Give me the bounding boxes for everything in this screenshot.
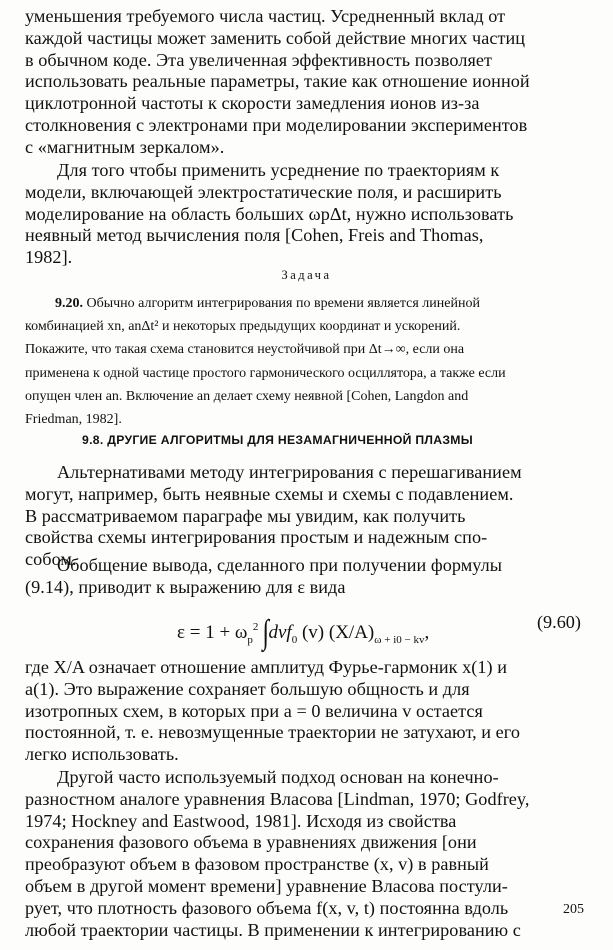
text-line: могут, например, быть неявные схемы и схемы с подавлением. xyxy=(25,483,514,504)
problem-number: 9.20. xyxy=(55,296,83,311)
text-line: каждой частицы может заменить собой действие многих частиц xyxy=(25,27,526,48)
eq-arg: (v) (X/A) xyxy=(301,622,375,643)
eq-sub-p: p xyxy=(247,634,253,646)
text-line: Другой часто используемый подход основан на конечно- xyxy=(57,767,499,787)
text-line: комбинацией xn, anΔt² и некоторых предыдущих координат и ускорений. xyxy=(25,319,461,335)
text-line: неявный метод вычисления поля [Cohen, Freis and Thomas, xyxy=(25,225,484,246)
text-line: собом. xyxy=(25,549,77,570)
text-line: модели, включающей электростатические поля, и расширить xyxy=(25,181,502,202)
section-title: 9.8. ДРУГИЕ АЛГОРИТМЫ ДЛЯ НЕЗАМАГНИЧЕННОЙ ПЛАЗМЫ xyxy=(82,433,473,447)
equation-expression xyxy=(177,609,430,651)
text-line: Обобщение вывода, сделанного при получении формулы xyxy=(57,555,503,575)
text-line: разностном аналоге уравнения Власова [Lindman, 1970; Godfrey, xyxy=(25,788,530,809)
text-line: a(1). Это выражение сохраняет большую общность и для xyxy=(25,678,470,699)
text-line: с «магнитным зеркалом». xyxy=(25,136,225,157)
text-line: в обычном коде. Эта увеличенная эффективность позволяет xyxy=(25,49,492,70)
text-line: 1982]. xyxy=(25,247,73,268)
paragraph-1 xyxy=(25,6,585,159)
text-line: Для того чтобы применить усреднение по траекториям к xyxy=(57,160,500,180)
text-line: столкновения с электронами при моделировании экспериментов xyxy=(25,114,528,135)
text-line: (9.14), приводит к выражению для ε вида xyxy=(25,576,346,597)
text-line: В рассматриваемом параграфе мы увидим, как получить xyxy=(25,505,466,526)
text-line: Friedman, 1982]. xyxy=(25,412,122,428)
text-line: Альтернативами методу интегрирования с перешагиванием xyxy=(57,462,522,482)
eq-sub-tail: ω + i0 − kv xyxy=(374,634,425,646)
page-number: 205 xyxy=(563,902,584,917)
problem-heading: Задача xyxy=(281,268,332,282)
text-line: свойства схемы интегрирования простым и надежным спо- xyxy=(25,527,488,548)
text-line: Обычно алгоритм интегрирования по времени является линейной xyxy=(86,296,480,311)
text-line: изотропных схем, в которых при a = 0 величина v остается xyxy=(25,700,483,721)
text-line: постоянной, т. е. невозмущенные траектории не затухают, и его xyxy=(25,722,520,743)
text-line: уменьшения требуемого числа частиц. Усредненный вклад от xyxy=(25,6,506,26)
text-line: 1974; Hockney and Eastwood, 1981]. Исходя из свойства xyxy=(25,810,457,831)
equation-9-60 xyxy=(0,605,613,651)
eq-sub-0: 0 xyxy=(291,634,298,646)
paragraph-4 xyxy=(25,555,585,599)
text-line: опущен член an. Включение an делает схему неявной [Cohen, Langdon and xyxy=(25,388,469,404)
problem-block xyxy=(25,292,585,431)
text-line: объем в другой момент времени] уравнение Власова постули- xyxy=(25,875,508,896)
text-line: Покажите, что такая схема становится неустойчивой при Δt→∞, если она xyxy=(25,342,465,358)
text-line: где X/A означает отношение амплитуд Фурье-гармоник x(1) и xyxy=(25,657,508,677)
text-line: применена к одной частице простого гармонического осциллятора, а также если xyxy=(25,365,506,381)
text-line: моделирование на область больших ωpΔt, нужно использовать xyxy=(25,203,514,224)
paragraph-5 xyxy=(25,657,585,766)
integral-sign: ∫ xyxy=(262,614,270,651)
text-line: использовать реальные параметры, такие как отношение ионной xyxy=(25,71,530,92)
text-line: преобразуют объем в фазовом пространстве (x, v) в равный xyxy=(25,854,489,875)
eq-sup-2: 2 xyxy=(252,621,259,633)
text-line: сохранения фазового объема в уравнениях движения [они xyxy=(25,832,477,853)
text-line: легко использовать. xyxy=(25,744,179,765)
paragraph-2 xyxy=(25,160,585,269)
text-line: любой траектории частицы. В применении к интегрированию с xyxy=(25,919,521,940)
equation-number: (9.60) xyxy=(537,612,581,632)
paragraph-6 xyxy=(25,767,585,941)
eq-lhs: ε = 1 + ω xyxy=(177,622,248,643)
text-line: рует, что плотность фазового объема f(x, v, t) постоянна вдоль xyxy=(25,897,509,918)
text-line: циклотронной частоты к скорости замедления ионов из-за xyxy=(25,93,480,114)
eq-body: dvf xyxy=(268,622,292,643)
eq-comma: , xyxy=(424,622,430,643)
